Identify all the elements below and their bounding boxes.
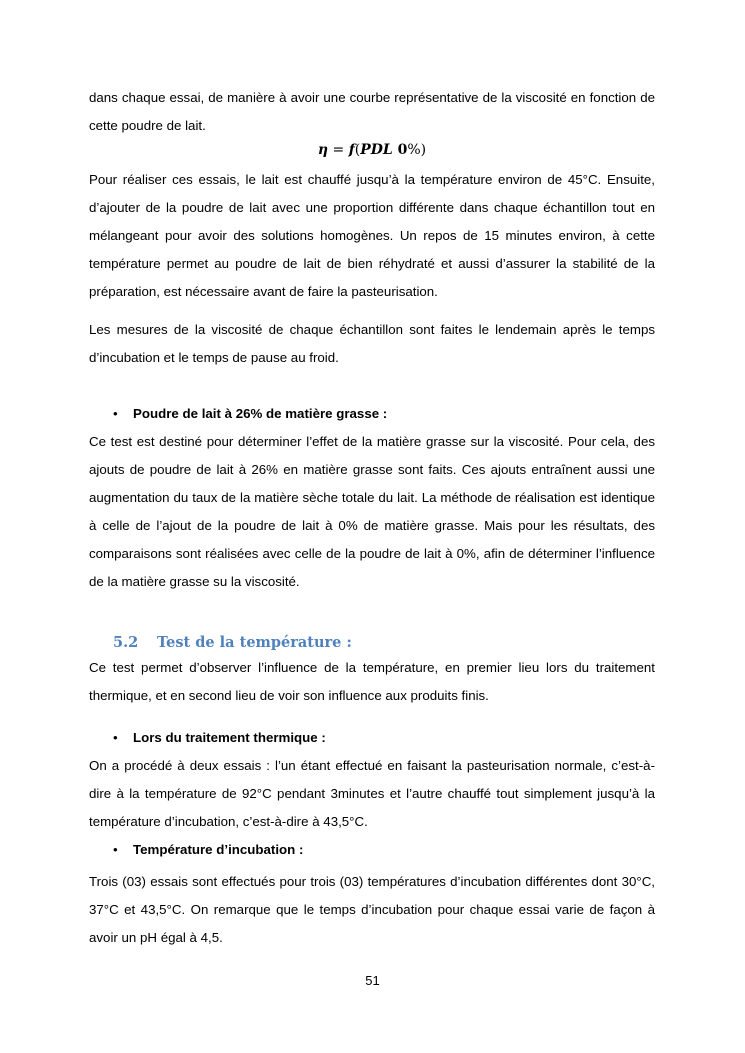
section-title: Test de la température : (157, 634, 352, 651)
formula-equals: = (328, 142, 349, 158)
formula-pdl: PDL (360, 142, 393, 158)
paragraph-incubation: Trois (03) essais sont effectués pour trois (03) températures d’incubation différentes dont 30°C, 37°C et 43,5°C. On remarque que le temps d’incubation pour chaque essai varie de façon à avoir un pH égal à 4,5. (89, 874, 655, 945)
bullet-fat-powder (89, 400, 655, 428)
bullet-dot: • (113, 842, 118, 857)
section-number: 5.2 (113, 634, 139, 651)
formula-function: f (348, 142, 355, 158)
bullet-fat-powder-label: Poudre de lait à 26% de matière grasse : (133, 406, 388, 421)
paragraph-temperature-intro: Ce test permet d’observer l’influence de la température, en premier lieu lors du traitement thermique, et en second lieu de voir son influence aux produits finis. (89, 660, 655, 703)
formula-open: ( (354, 142, 361, 158)
bullet-heat-treatment-label: Lors du traitement thermique : (133, 730, 326, 745)
paragraph-measurements: Les mesures de la viscosité de chaque échantillon sont faites le lendemain après le temps d’incubation et le temps de pause au froid. (89, 322, 655, 365)
page-number: 51 (365, 973, 380, 988)
viscosity-formula (89, 139, 655, 161)
formula-close: %) (407, 142, 427, 158)
paragraph-intro: dans chaque essai, de manière à avoir une courbe représentative de la viscosité en fonction de cette poudre de lait. (89, 90, 655, 133)
bullet-heat-treatment (89, 724, 655, 752)
bullet-incubation-temperature (89, 836, 655, 864)
paragraph-fat-test: Ce test est destiné pour déterminer l’effet de la matière grasse sur la viscosité. Pour cela, des ajouts de poudre de lait à 26% en matière grasse sont faits. Ces ajouts entraînent aussi une augmentation du taux de la matière sèche totale du lait. La méthode de réalisation est identique à celle de l’ajout de la poudre de lait à 0% de matière grasse. Mais pour les résultats, des comparaisons sont réalisées avec celle de la poudre de lait à 0%, afin de déterminer l’influence de la matière grasse su la viscosité. (89, 434, 655, 589)
formula-eta: η (317, 142, 329, 158)
formula-zero: 0 (392, 142, 408, 158)
bullet-dot: • (113, 406, 118, 421)
page-content (89, 84, 655, 952)
paragraph-heat-treatment: On a procédé à deux essais : l’un étant effectué en faisant la pasteurisation normale, c’est-à-dire à la température de 92°C pendant 3minutes et l’autre chauffé tout simplement jusqu’à la température d’incubation, c’est-à-dire à 43,5°C. (89, 758, 655, 829)
section-heading (89, 632, 655, 654)
bullet-dot: • (113, 730, 118, 745)
bullet-incubation-temperature-label: Température d’incubation : (133, 842, 304, 857)
paragraph-preparation: Pour réaliser ces essais, le lait est chauffé jusqu’à la température environ de 45°C. Ensuite, d’ajouter de la poudre de lait avec une proportion différente dans chaque échantillon tout en mélangeant pour avoir des solutions homogènes. Un repos de 15 minutes environ, à cette température permet au poudre de lait de bien réhydraté et aussi d’assurer la stabilité de la préparation, est nécessaire avant de faire la pasteurisation. (89, 172, 655, 299)
